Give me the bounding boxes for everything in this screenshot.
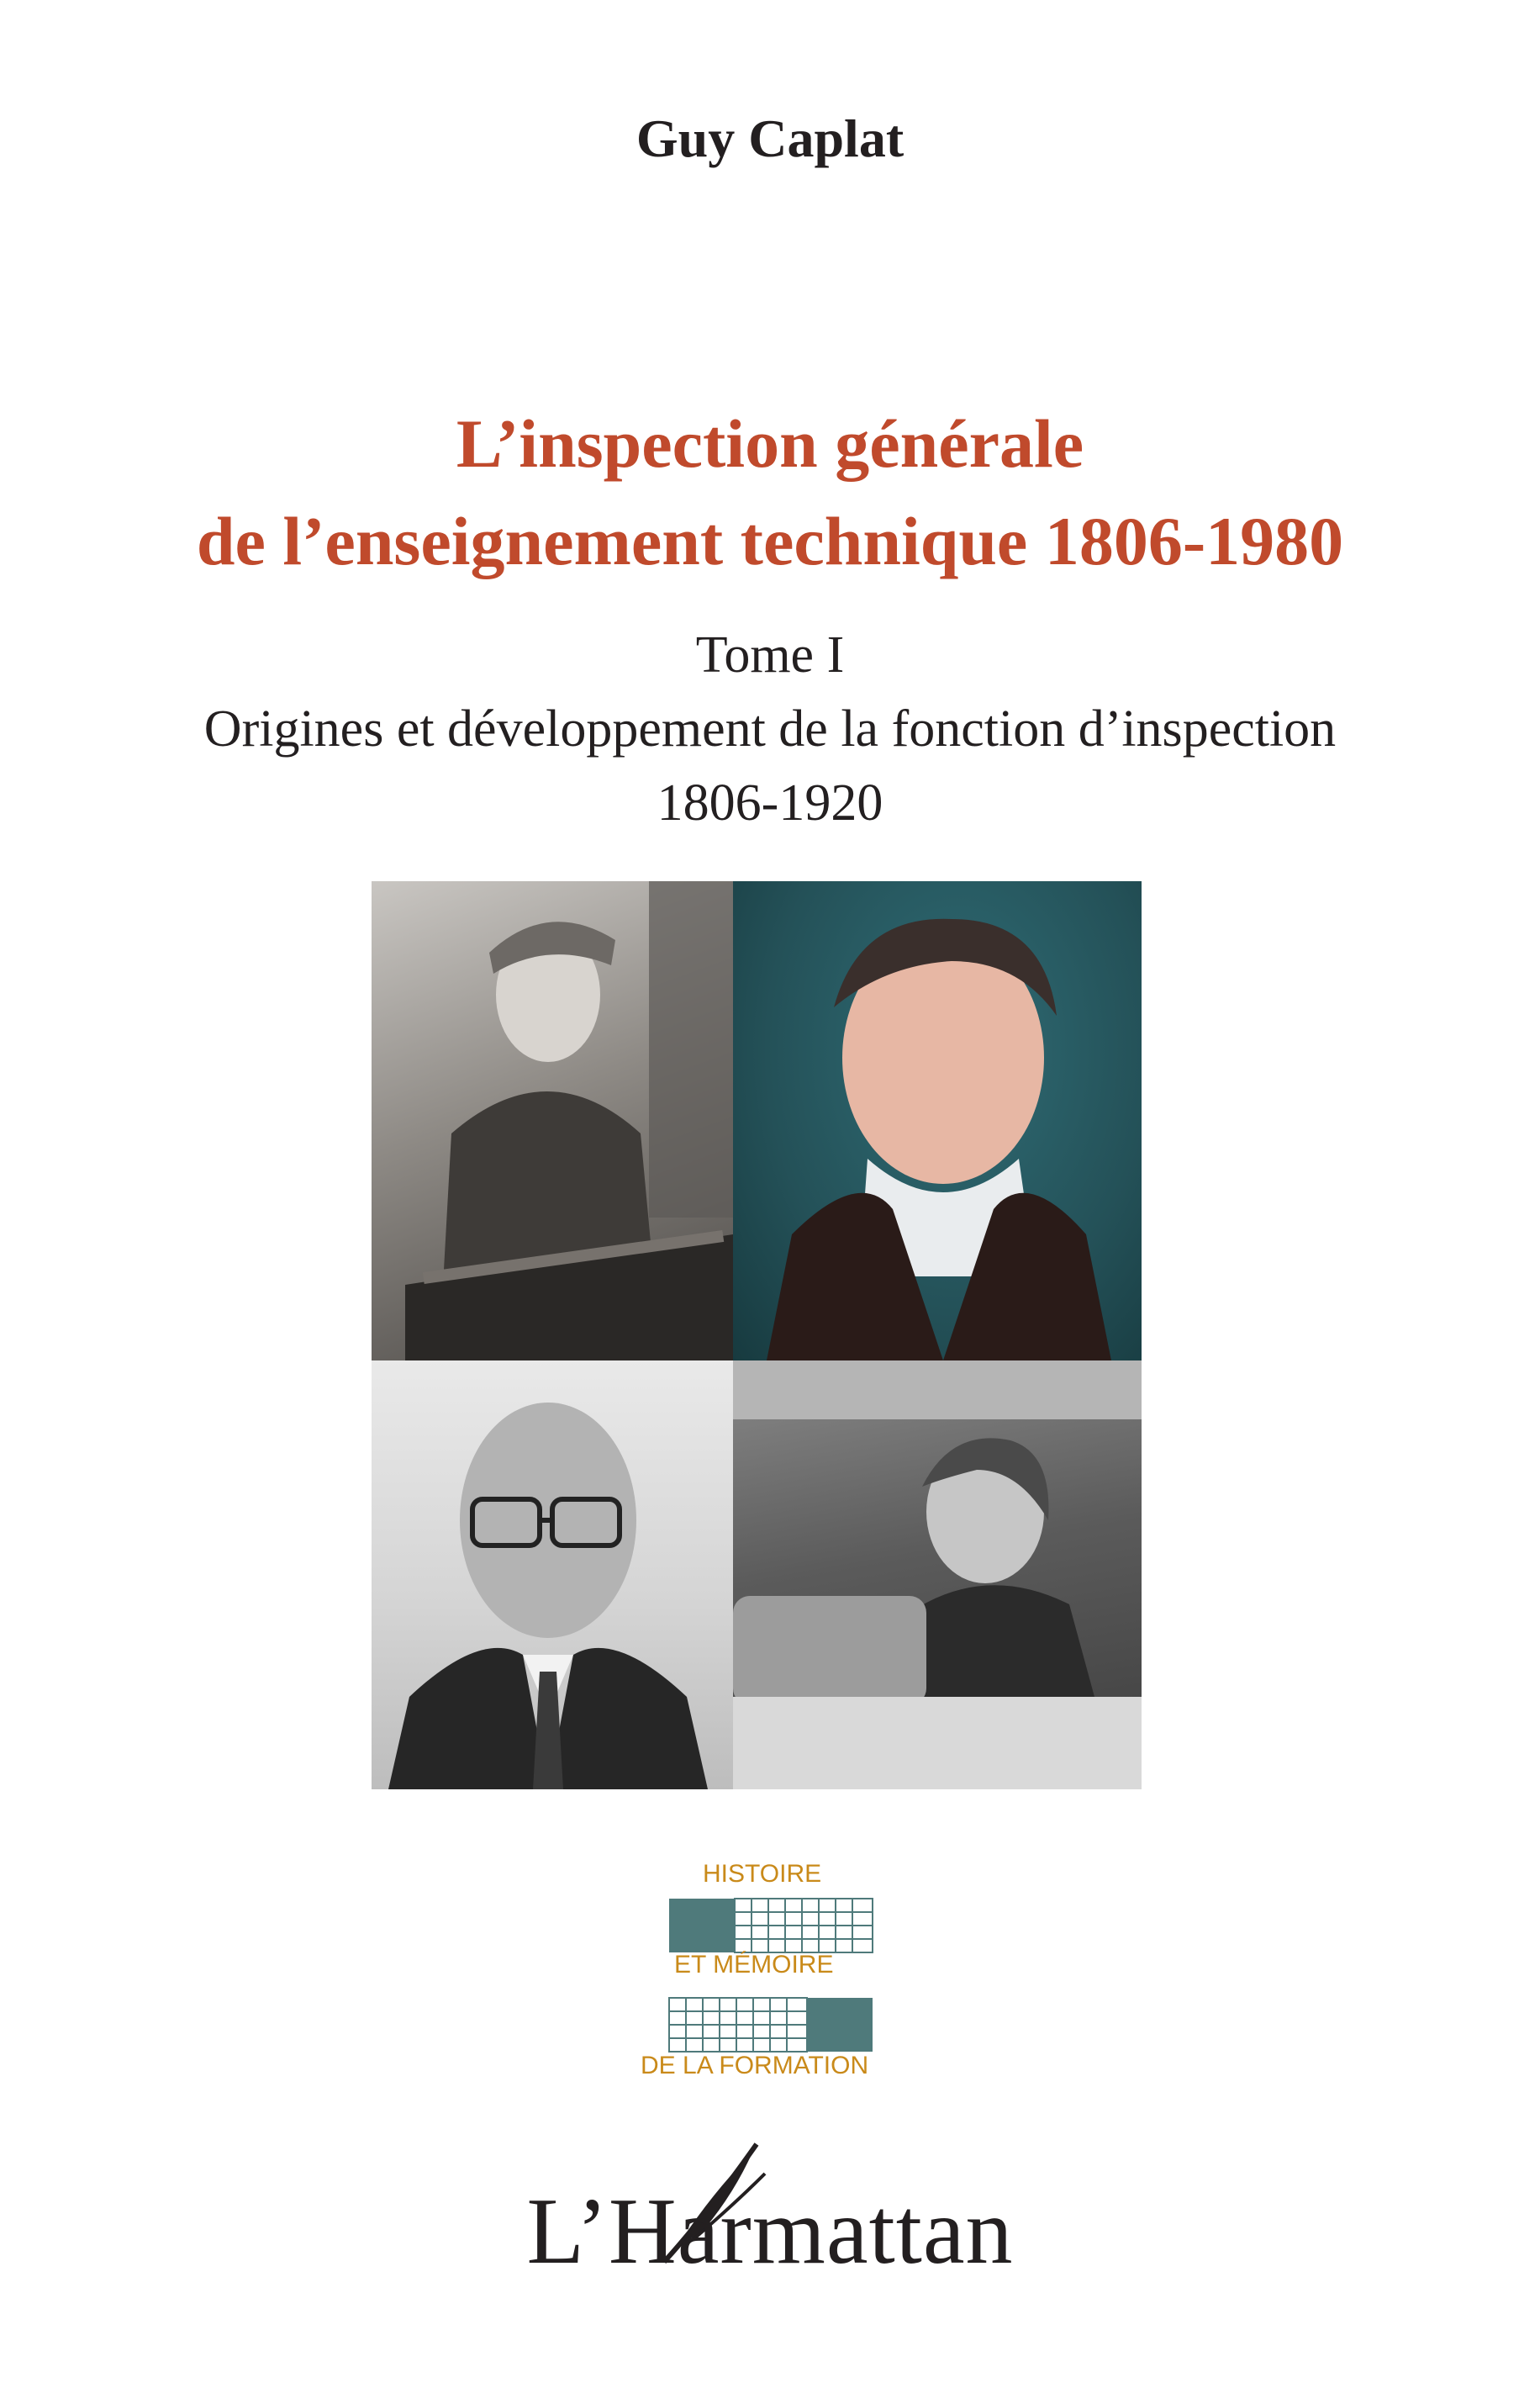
- series-logo: [620, 1860, 923, 2087]
- photo-man-with-glasses: [372, 1360, 733, 1789]
- photo-young-worker-at-machine: [372, 881, 733, 1360]
- book-title: [0, 395, 1540, 590]
- publisher-name: L’Harmattan: [526, 2179, 1014, 2284]
- title-line-1: L’inspection générale: [456, 405, 1084, 482]
- subtitle-line: Origines et développement de la fonction d’inspection: [203, 700, 1337, 758]
- subtitle-years: 1806-1920: [657, 774, 883, 832]
- photo-painted-portrait: [733, 881, 1142, 1360]
- title-line-2: de l’enseignement technique 1806-1980: [196, 503, 1344, 579]
- series-line-2: ET MÉMOIRE: [674, 1951, 834, 1979]
- cover-photo-collage: [372, 881, 1142, 1789]
- book-subtitle: [0, 618, 1540, 840]
- tome-label: Tome I: [695, 626, 845, 684]
- photo-woman-at-sewing-machine: [733, 1360, 1142, 1789]
- series-line-3: DE LA FORMATION: [641, 2052, 869, 2079]
- author-name: Guy Caplat: [636, 108, 904, 168]
- series-line-1: HISTOIRE: [703, 1860, 822, 1888]
